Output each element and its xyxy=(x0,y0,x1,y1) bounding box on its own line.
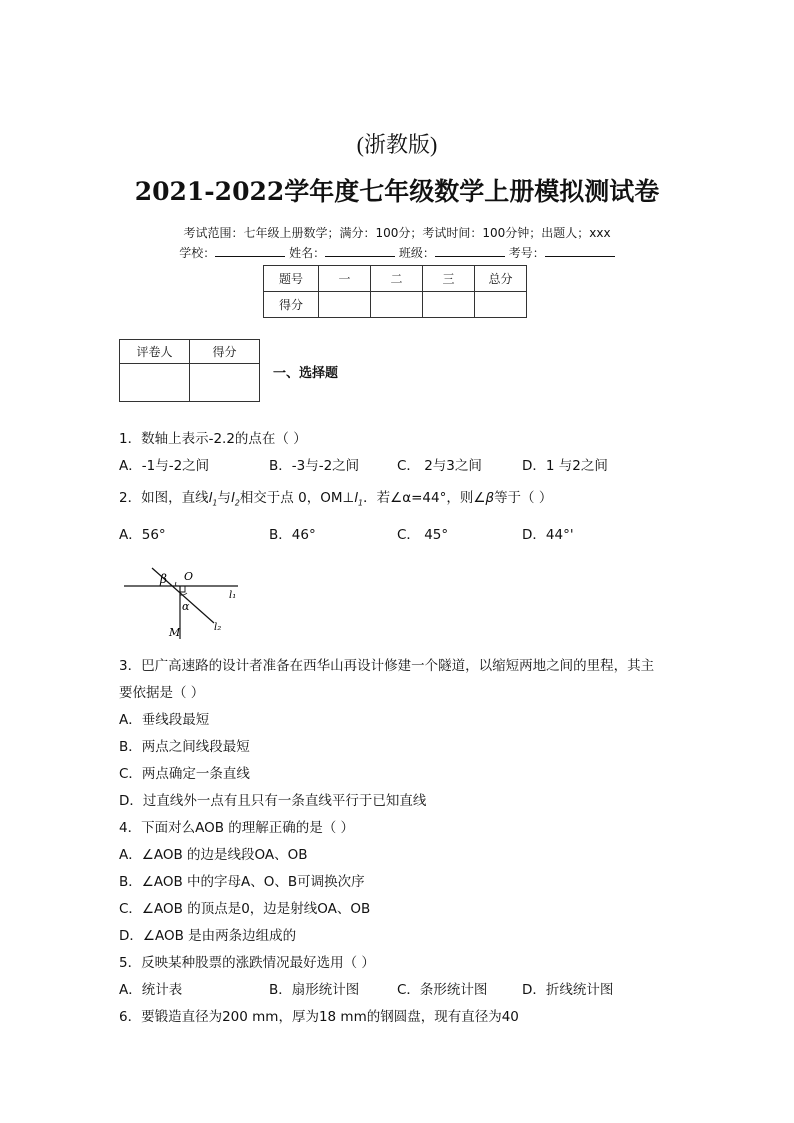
score-row-label: 得分 xyxy=(264,292,319,318)
question-1-text: 1．数轴上表示-2.2的点在（ ） xyxy=(119,431,307,447)
q4-option-c[interactable]: C．∠AOB 的顶点是0，边是射线OA、OB xyxy=(119,901,371,917)
section-title: 一、选择题 xyxy=(273,366,339,381)
school-blank[interactable] xyxy=(215,245,285,257)
name-blank[interactable] xyxy=(325,245,395,257)
score-header-cell: 三 xyxy=(423,266,475,292)
q1-option-b[interactable]: B．-3与-2之间 xyxy=(269,458,360,474)
q3-option-c[interactable]: C．两点确定一条直线 xyxy=(119,766,250,782)
school-label: 学校： xyxy=(179,246,216,260)
q5-option-c[interactable]: C．条形统计图 xyxy=(397,982,488,998)
l1-label: l₁ xyxy=(229,590,237,601)
exam-info: 考试范围：七年级上册数学；满分：100分；考试时间：100分钟；出题人；xxx xyxy=(183,226,611,240)
l2-label: l₂ xyxy=(214,622,222,633)
score-header-cell: 一 xyxy=(319,266,371,292)
q2-option-a[interactable]: A．56° xyxy=(119,527,166,543)
review-table xyxy=(119,339,260,402)
score-table xyxy=(263,265,527,318)
q1-option-c[interactable]: C． 2与3之间 xyxy=(397,458,482,474)
class-label: 班级： xyxy=(398,246,435,260)
page-title: 2021-2022学年度七年级数学上册模拟测试卷 xyxy=(134,177,660,206)
score-header-cell: 题号 xyxy=(264,266,319,292)
class-blank[interactable] xyxy=(435,245,505,257)
student-fields xyxy=(0,244,794,261)
q5-option-b[interactable]: B．扇形统计图 xyxy=(269,982,360,998)
score-cell[interactable] xyxy=(475,292,527,318)
q4-option-b[interactable]: B．∠AOB 中的字母A、O、B可调换次序 xyxy=(119,874,365,890)
q5-option-d[interactable]: D．折线统计图 xyxy=(522,982,614,998)
score-cell[interactable] xyxy=(371,292,423,318)
right-angle-mark xyxy=(180,586,185,592)
question-5-text: 5．反映某种股票的涨跌情况最好选用（ ） xyxy=(119,955,375,971)
q4-option-a[interactable]: A．∠AOB 的边是线段OA、OB xyxy=(119,847,308,863)
score-header-cell: 总分 xyxy=(475,266,527,292)
l1-symbol: $l_1$ xyxy=(354,490,364,508)
q4-option-d[interactable]: D．∠AOB 是由两条边组成的 xyxy=(119,928,297,944)
question-6-text: 6．要锻造直径为200 mm，厚为18 mm的钢圆盘，现有直径为40 xyxy=(119,1009,519,1025)
review-score-cell[interactable] xyxy=(190,364,260,402)
beta-symbol: β xyxy=(485,490,495,506)
l2-symbol: $l_2$ xyxy=(230,490,240,508)
q1-option-a[interactable]: A．-1与-2之间 xyxy=(119,458,210,474)
q2-option-d[interactable]: D．44°' xyxy=(522,527,574,543)
q3-option-a[interactable]: A．垂线段最短 xyxy=(119,712,210,728)
beta-label: β xyxy=(160,572,167,586)
reviewer-header: 评卷人 xyxy=(120,340,190,364)
name-label: 姓名： xyxy=(289,246,326,260)
score-cell[interactable] xyxy=(319,292,371,318)
point-o-label: O xyxy=(184,570,194,583)
l1-symbol: $l_1$ xyxy=(208,490,218,508)
exam-number-label: 考号： xyxy=(508,246,545,260)
q5-option-a[interactable]: A．统计表 xyxy=(119,982,183,998)
question-4-text: 4．下面对么AOB 的理解正确的是（ ） xyxy=(119,820,355,836)
geometry-figure xyxy=(122,565,252,641)
q1-option-d[interactable]: D．1 与2之间 xyxy=(522,458,608,474)
question-3-line-1: 3．巴广高速路的设计者准备在西华山再设计修建一个隧道，以缩短两地之间的里程，其主 xyxy=(119,658,655,674)
q3-option-b[interactable]: B．两点之间线段最短 xyxy=(119,739,250,755)
point-m-label: M xyxy=(169,626,181,639)
score-header-cell: 二 xyxy=(371,266,423,292)
score-cell[interactable] xyxy=(423,292,475,318)
edition-label: (浙教版) xyxy=(356,132,438,157)
alpha-label: α xyxy=(182,600,190,613)
review-score-header: 得分 xyxy=(190,340,260,364)
q2-option-c[interactable]: C． 45° xyxy=(397,527,449,543)
reviewer-cell[interactable] xyxy=(120,364,190,402)
q2-option-b[interactable]: B．46° xyxy=(269,527,316,543)
q3-option-d[interactable]: D．过直线外一点有且只有一条直线平行于已知直线 xyxy=(119,793,427,809)
question-3-line-2: 要依据是（ ） xyxy=(119,685,205,701)
question-2-text: 2．如图，直线$l_1$与$l_2$相交于点 0，$OM\perp l_1$．若∠α=44°，则∠β等于（ ） xyxy=(119,490,553,508)
exam-number-blank[interactable] xyxy=(545,245,615,257)
